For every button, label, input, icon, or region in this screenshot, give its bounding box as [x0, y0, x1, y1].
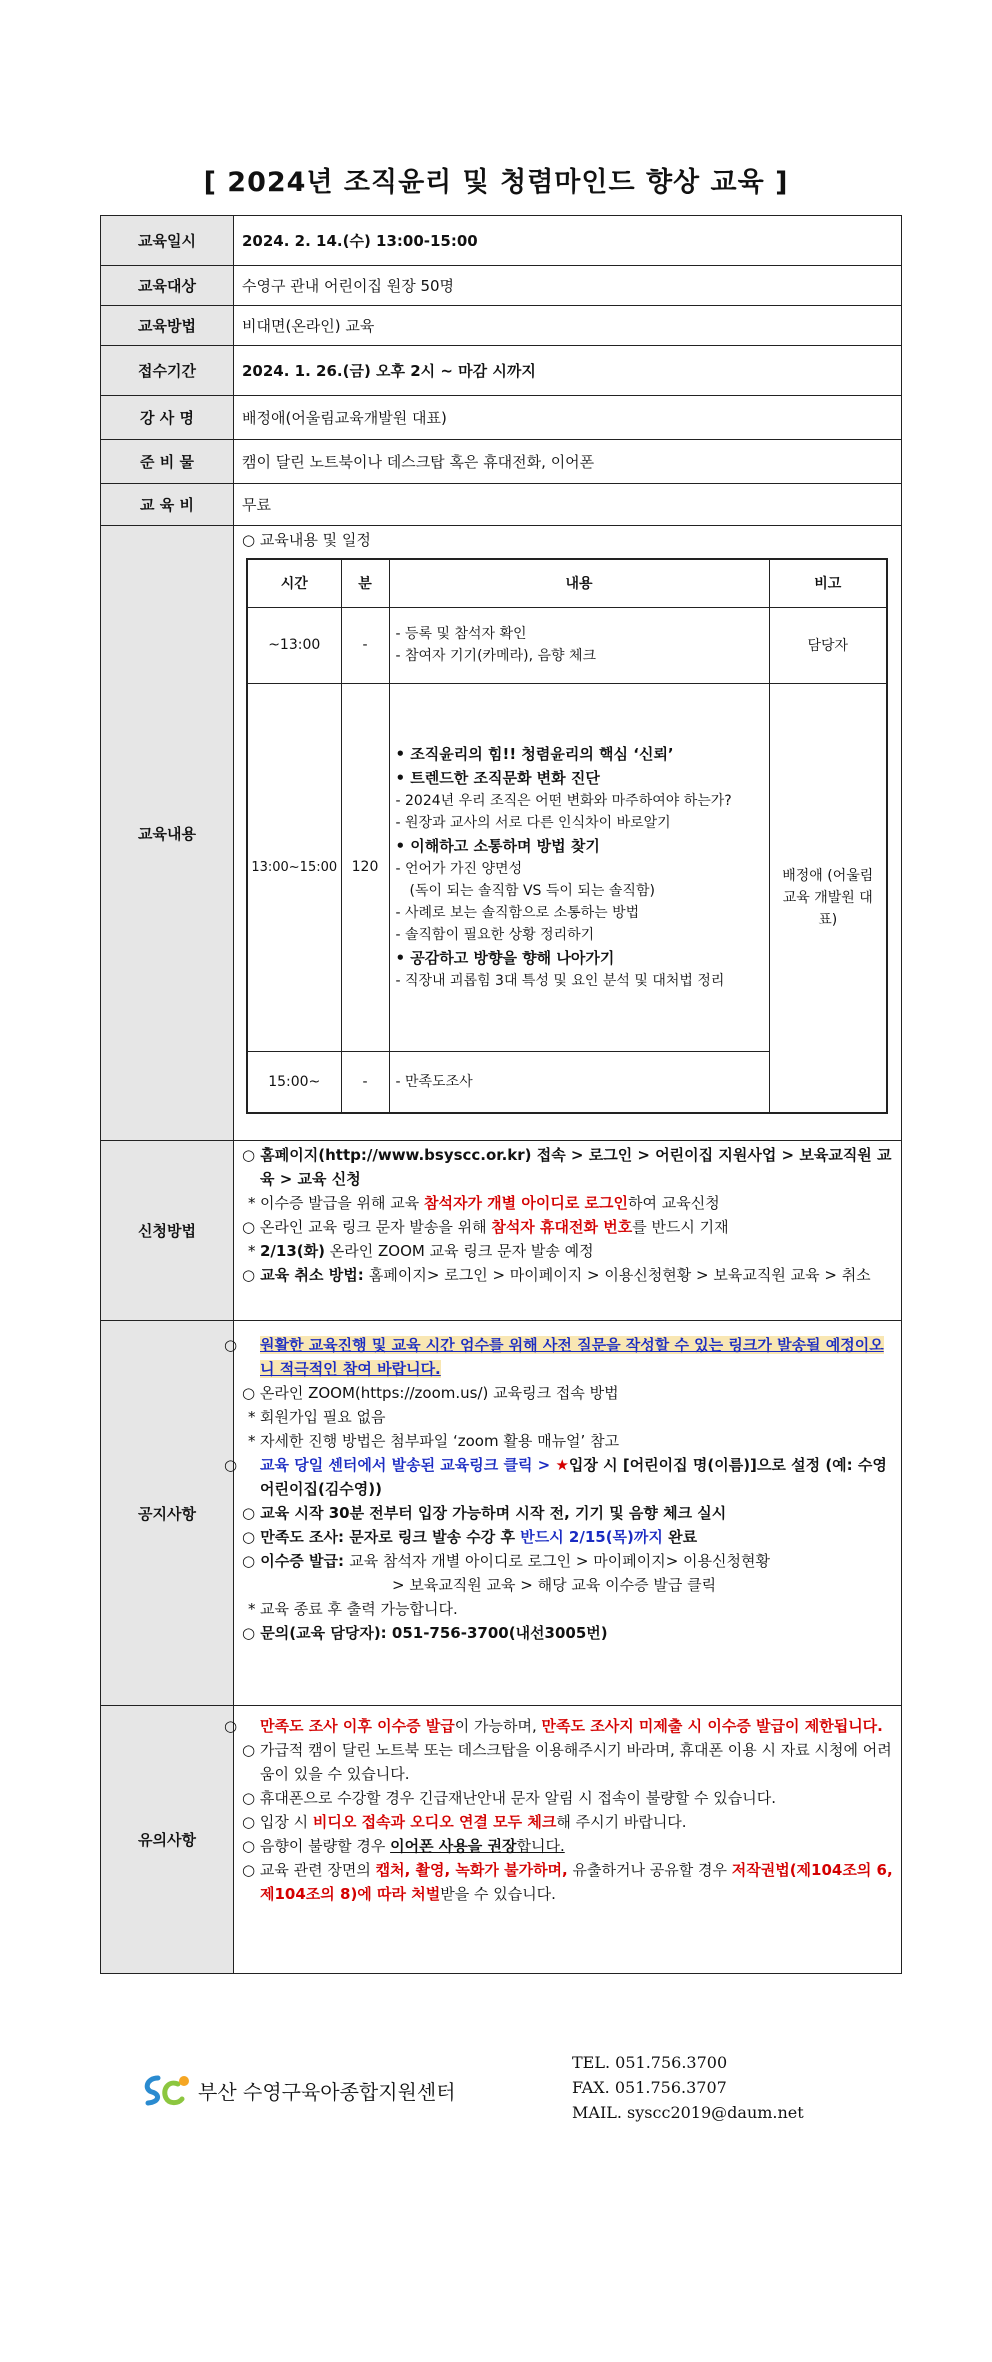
caution-text: 유출하거나 공유할 경우 [567, 1861, 732, 1879]
value-period: 2024. 1. 26.(금) 오후 2시 ~ 마감 시까지 [234, 346, 902, 396]
row-supplies [101, 440, 902, 484]
schedule-topic: • 조직윤리의 힘!! 청렴윤리의 핵심 ‘신뢰’ [395, 745, 674, 763]
value-method: 비대면(온라인) 교육 [234, 306, 902, 346]
caution-text: 이 가능하며, [454, 1717, 542, 1735]
label-caution: 유의사항 [101, 1706, 234, 1974]
label-notice: 공지사항 [101, 1321, 234, 1706]
star-icon: ★ [555, 1456, 569, 1474]
notice-highlight: 원활한 교육진행 및 교육 시간 엄수를 위해 사전 질문을 작성할 수 있는 링크가 발송될 예정이오니 적극적인 참여 바랍니다. [260, 1336, 884, 1378]
notice-line: > 보육교직원 교육 > 해당 교육 이수증 발급 클릭 [392, 1576, 717, 1594]
caution-text: ○ 음향이 불량할 경우 [242, 1837, 391, 1855]
schedule-min: - [341, 607, 389, 683]
label-content: 교육내용 [101, 526, 234, 1141]
contact-fax: FAX. 051.756.3707 [572, 2078, 727, 2097]
contact-info [572, 2050, 804, 2125]
header-note: 비고 [769, 559, 887, 607]
label-period: 접수기간 [101, 346, 234, 396]
apply-highlight: 참석자 휴대전화 번호 [491, 1218, 633, 1236]
caution-text: 받을 수 있습니다. [440, 1885, 556, 1903]
notice-line: ○ 온라인 ZOOM(https://zoom.us/) 교육링크 접속 방법 [242, 1384, 619, 1402]
schedule-topic: • 트렌드한 조직문화 변화 진단 [395, 769, 600, 787]
content-intro: ○ 교육내용 및 일정 [242, 531, 371, 549]
caution-highlight: 저작권법(제104조의 6, 제104조의 8)에 따라 처벌 [260, 1861, 893, 1903]
contact-tel: TEL. 051.756.3700 [572, 2053, 728, 2072]
apply-text: 하여 교육신청 [628, 1194, 720, 1212]
row-method [101, 306, 902, 346]
label-lecturer: 강 사 명 [101, 396, 234, 440]
caution-text: ○ 입장 시 [242, 1813, 313, 1831]
schedule-note: 담당자 [769, 607, 887, 683]
row-apply: 신청방법 ○ 홈페이지(http://www.bsyscc.or.kr) 접속 > 로그인 > 어린이집 지원사업 > 보육교직원 교육 > 교육 신청 * 이수증 발급을 위해 교육 참석자가 개별 아이디로 로그인하여 교육신청 ○ 온라인 교육 링크 문자 발송을 위해 참석자 휴대전화 번호를 반드시 기재 * 2/13(화) 온라인 ZOOM 교육 링크 문자 발송 예정 ○ 교육 취소 방법: 홈페이지> 로그인 > 마이페이지 > 이용신청현황 > 보육교직원 교육 > 취소 [101, 1141, 902, 1321]
schedule-item: - 원장과 교사의 서로 다른 인식차이 바로알기 [395, 815, 671, 831]
schedule-item: - 사례로 보는 솔직함으로 소통하는 방법 [395, 905, 640, 921]
center-logo-icon [140, 2072, 192, 2108]
notice-highlight: 교육 당일 센터에서 발송된 교육링크 클릭 > [260, 1456, 556, 1474]
caution-line: ○ 가급적 캠이 달린 노트북 또는 데스크탑을 이용해주시기 바라며, 휴대폰 이용 시 자료 시청에 어려움이 있을 수 있습니다. [242, 1741, 892, 1783]
center-logo [140, 2072, 456, 2108]
page-title: [ 2024년 조직윤리 및 청렴마인드 향상 교육 ] [203, 167, 789, 198]
schedule-time: 15:00~ [247, 1051, 341, 1113]
schedule-item: - 솔직함이 필요한 상황 정리하기 [395, 927, 595, 943]
label-method: 교육방법 [101, 306, 234, 346]
apply-text: 홈페이지> 로그인 > 마이페이지 > 이용신청현황 > 보육교직원 교육 > 취소 [368, 1266, 871, 1284]
caution-line: ○ 휴대폰으로 수강할 경우 긴급재난안내 문자 알림 시 접속이 불량할 수 있습니다. [242, 1789, 776, 1807]
schedule-row [247, 607, 887, 683]
schedule-topic: • 공감하고 방향을 향해 나아가기 [395, 949, 615, 967]
schedule-item: - 2024년 우리 조직은 어떤 변화와 마주하여야 하는가? [395, 793, 732, 809]
caution-highlight: 이어폰 사용을 권장 [390, 1837, 517, 1855]
header-time: 시간 [247, 559, 341, 607]
notice-text: ○ 만족도 조사: 문자로 링크 발송 수강 후 [242, 1528, 521, 1546]
row-date [101, 216, 902, 266]
center-name: 부산 수영구육아종합지원센터 [198, 2079, 456, 2104]
apply-text: 이수증 발급을 위해 교육 [260, 1194, 424, 1212]
schedule-item: - 언어가 가진 양면성 [395, 861, 523, 877]
row-fee [101, 484, 902, 526]
caution-text: ○ 교육 관련 장면의 [242, 1861, 376, 1879]
notice-text: 교육 참석자 개별 아이디로 로그인 > 마이페이지> 이용신청현황 [349, 1552, 770, 1570]
apply-cancel-label: ○ 교육 취소 방법: [242, 1266, 369, 1284]
label-fee: 교 육 비 [101, 484, 234, 526]
value-supplies: 캠이 달린 노트북이나 데스크탑 혹은 휴대전화, 이어폰 [234, 440, 902, 484]
label-target: 교육대상 [101, 266, 234, 306]
apply-date: 2/13(화) [260, 1242, 325, 1260]
header-min: 분 [341, 559, 389, 607]
row-lecturer [101, 396, 902, 440]
header-content: 내용 [389, 559, 769, 607]
label-apply: 신청방법 [101, 1141, 234, 1321]
apply-text: 를 반드시 기재 [632, 1218, 729, 1236]
value-lecturer: 배정애(어울림교육개발원 대표) [234, 396, 902, 440]
row-target [101, 266, 902, 306]
apply-text: 온라인 ZOOM 교육 링크 문자 발송 예정 [325, 1242, 594, 1260]
schedule-topic: • 이해하고 소통하며 방법 찾기 [395, 837, 600, 855]
row-content [101, 526, 902, 1141]
row-notice: 공지사항 ○ 원활한 교육진행 및 교육 시간 엄수를 위해 사전 질문을 작성할 수 있는 링크가 발송될 예정이오니 적극적인 참여 바랍니다. ○ 온라인 ZOOM(https://zoom.us/) 교육링크 접속 방법 * 회원가입 필요 없음 * 자세한 진행 방법은 첨부파일 ‘zoom 활용 매뉴얼’ 참고 ○ 교육 당일 센터에서 발송된 교육링크 클릭 > ★입장 시 [어린이집 명(이름)]으로 설정 (예: 수영어린이집(김수영)) ○ 교육 시작 30분 전부터 입장 가능하며 시작 전, 기기 및 음향 체크 실시 ○ 만족도 조사: 문자로 링크 발송 수강 후 반드시 2/15(목)까지 완료 ○ 이수증 발급: 교육 참석자 개별 아이디로 로그인 > 마이페이지> 이용신청현황 > 보육교직원 교육 > 해당 교육 이수증 발급 클릭 * 교육 종료 후 출력 가능합니다. ○ 문의(교육 담당자): 051-756-3700(내선3005번) [101, 1321, 902, 1706]
info-table [100, 215, 902, 1974]
caution-highlight: 비디오 접속과 오디오 연결 모두 체크 [312, 1813, 557, 1831]
row-caution: 유의사항 ○ 만족도 조사 이후 이수증 발급이 가능하며, 만족도 조사지 미제출 시 이수증 발급이 제한됩니다. ○ 가급적 캠이 달린 노트북 또는 데스크탑을 이용해주시기 바라며, 휴대폰 이용 시 자료 시청에 어려움이 있을 수 있습니다. ○ 휴대폰으로 수강할 경우 긴급재난안내 문자 알림 시 접속이 불량할 수 있습니다. ○ 입장 시 비디오 접속과 오디오 연결 모두 체크해 주시기 바랍니다. ○ 음향이 불량할 경우 이어폰 사용을 권장합니다. ○ 교육 관련 장면의 캡처, 촬영, 녹화가 불가하며, 유출하거나 공유할 경우 저작권법(제104조의 6, 제104조의 8)에 따라 처벌받을 수 있습니다. [101, 1706, 902, 1974]
notice-line: ○ 교육 시작 30분 전부터 입장 가능하며 시작 전, 기기 및 음향 체크 실시 [242, 1504, 727, 1522]
value-target: 수영구 관내 어린이집 원장 50명 [234, 266, 902, 306]
notice-line: ○ 문의(교육 담당자): 051-756-3700(내선3005번) [242, 1624, 608, 1642]
notice-text: 자세한 진행 방법은 첨부파일 ‘zoom 활용 매뉴얼’ 참고 [260, 1432, 620, 1450]
row-period [101, 346, 902, 396]
caution-text: 합니다. [516, 1837, 565, 1855]
contact-mail: MAIL. syscc2019@daum.net [572, 2103, 804, 2122]
schedule-item: - 등록 및 참석자 확인 [395, 626, 527, 642]
schedule-item: - 참여자 기기(카메라), 음향 체크 [395, 648, 597, 664]
notice-text: ○ 이수증 발급: [242, 1552, 350, 1570]
schedule-row [247, 683, 887, 1051]
caution-text: 해 주시기 바랍니다. [556, 1813, 687, 1831]
notice-text: 교육 종료 후 출력 가능합니다. [260, 1600, 458, 1618]
schedule-table [246, 558, 888, 1114]
apply-highlight: 참석자가 개별 아이디로 로그인 [423, 1194, 629, 1212]
apply-text: ○ 온라인 교육 링크 문자 발송을 위해 [242, 1218, 492, 1236]
value-fee: 무료 [234, 484, 902, 526]
schedule-time: ~13:00 [247, 607, 341, 683]
schedule-item: (독이 되는 솔직함 VS 득이 되는 솔직함) [409, 883, 655, 899]
label-supplies: 준 비 물 [101, 440, 234, 484]
caution-highlight: 만족도 조사지 미제출 시 이수증 발급이 제한됩니다. [541, 1717, 883, 1735]
schedule-min: - [341, 1051, 389, 1113]
value-date: 2024. 2. 14.(수) 13:00-15:00 [234, 216, 902, 266]
apply-line: ○ 홈페이지(http://www.bsyscc.or.kr) 접속 > 로그인 > 어린이집 지원사업 > 보육교직원 교육 > 교육 신청 [242, 1146, 892, 1188]
label-date: 교육일시 [101, 216, 234, 266]
notice-text: 회원가입 필요 없음 [260, 1408, 386, 1426]
notice-highlight: 반드시 2/15(목)까지 [520, 1528, 663, 1546]
schedule-min: 120 [341, 683, 389, 1051]
schedule-item: - 직장내 괴롭힘 3대 특성 및 요인 분석 및 대처법 정리 [395, 973, 725, 989]
caution-highlight: 캡처, 촬영, 녹화가 불가하며, [375, 1861, 568, 1879]
notice-text: 완료 [662, 1528, 698, 1546]
schedule-item: - 만족도조사 [395, 1073, 473, 1090]
caution-highlight: 만족도 조사 이후 이수증 발급 [260, 1717, 455, 1735]
schedule-note: 배정애 (어울림교육 개발원 대표) [769, 683, 887, 1113]
schedule-time: 13:00~15:00 [247, 683, 341, 1051]
notice-text: 입장 시 [어린이집 명(이름)]으로 설정 (예: 수영어린이집(김수영)) [260, 1456, 887, 1498]
